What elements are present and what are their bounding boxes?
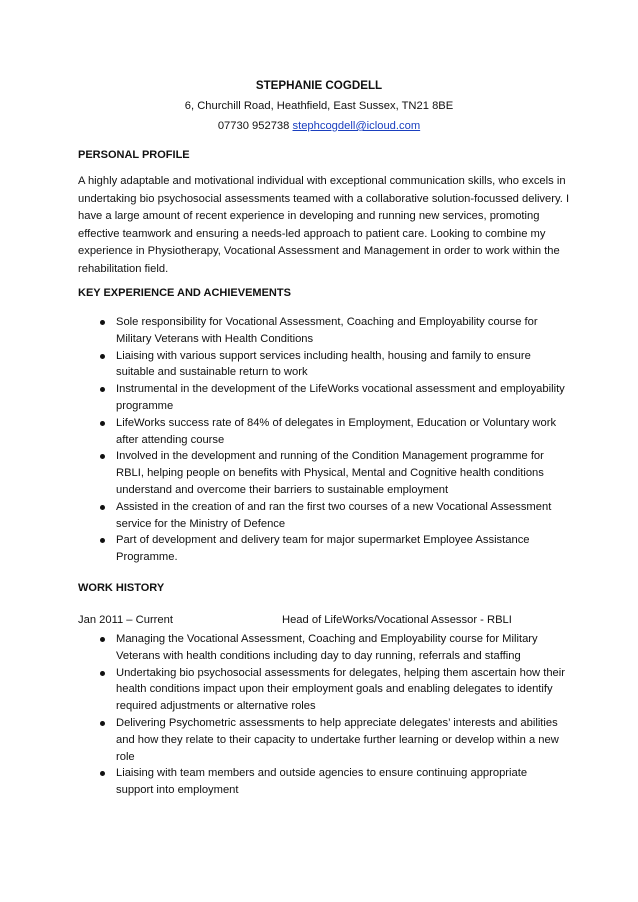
contact-header [0, 76, 638, 136]
job-duty-item: Managing the Vocational Assessment, Coaching and Employability course for Military Veterans with health conditions including day to day running, referrals and staffing [96, 631, 566, 665]
job-title: Head of LifeWorks/Vocational Assessor - RBLI [282, 614, 512, 626]
work-history-heading: WORK HISTORY [78, 582, 165, 594]
contact-line [0, 116, 638, 136]
experience-heading: KEY EXPERIENCE AND ACHIEVEMENTS [78, 287, 291, 299]
bullet-icon [100, 387, 105, 392]
email-link[interactable]: stephcogdell@icloud.com [292, 120, 421, 132]
bullet-icon [100, 454, 105, 459]
bullet-icon [100, 637, 105, 642]
experience-item: Part of development and delivery team for major supermarket Employee Assistance Programme. [96, 532, 566, 566]
experience-list [96, 314, 566, 566]
bullet-icon [100, 421, 105, 426]
profile-paragraph: A highly adaptable and motivational individual with exceptional communication skills, who excels in undertaking bio psychosocial assessments teamed with a collaborative solution-focussed delivery. I have a large amount of recent experience in developing and running new services, promoting effective teamwork and ensuring a needs-led approach to patient care. Looking to combine my experience in Physiotherapy, Vocational Assessment and Management in order to work within the rehabilitation field. [78, 175, 570, 275]
bullet-icon [100, 320, 105, 325]
bullet-icon [100, 721, 105, 726]
experience-item: Assisted in the creation of and ran the first two courses of a new Vocational Assessment service for the Ministry of Defence [96, 499, 566, 533]
bullet-icon [100, 671, 105, 676]
address-line: 6, Churchill Road, Heathfield, East Sussex, TN21 8BE [184, 100, 454, 112]
bullet-icon [100, 354, 105, 359]
experience-item: Sole responsibility for Vocational Assessment, Coaching and Employability course for Military Veterans with Health Conditions [96, 314, 566, 348]
experience-item: Instrumental in the development of the LifeWorks vocational assessment and employability programme [96, 381, 566, 415]
bullet-icon [100, 505, 105, 510]
job-duty-item: Liaising with team members and outside agencies to ensure continuing appropriate support into employment [96, 765, 566, 799]
profile-heading: PERSONAL PROFILE [78, 149, 190, 161]
candidate-name: STEPHANIE COGDELL [255, 79, 383, 92]
bullet-icon [100, 538, 105, 543]
job-duty-item: Delivering Psychometric assessments to help appreciate delegates’ interests and abilities and how they relate to their capacity to undertake further learning or develop within a new role [96, 715, 566, 765]
phone-number: 07730 952738 [217, 120, 290, 132]
job-duties-list [96, 631, 566, 799]
bullet-icon [100, 771, 105, 776]
job-dates: Jan 2011 – Current [78, 614, 173, 626]
experience-item: Involved in the development and running of the Condition Management programme for RBLI, helping people on benefits with Physical, Mental and Cognitive health conditions understand and overcome their barriers to sustainable employment [96, 448, 566, 498]
experience-item: Liaising with various support services including health, housing and family to ensure suitable and sustainable return to work [96, 348, 566, 382]
job-duty-item: Undertaking bio psychosocial assessments for delegates, helping them ascertain how their health conditions impact upon their employment goals and enabling delegates to identify required adjustments or alternative roles [96, 665, 566, 715]
experience-item: LifeWorks success rate of 84% of delegates in Employment, Education or Voluntary work after attending course [96, 415, 566, 449]
